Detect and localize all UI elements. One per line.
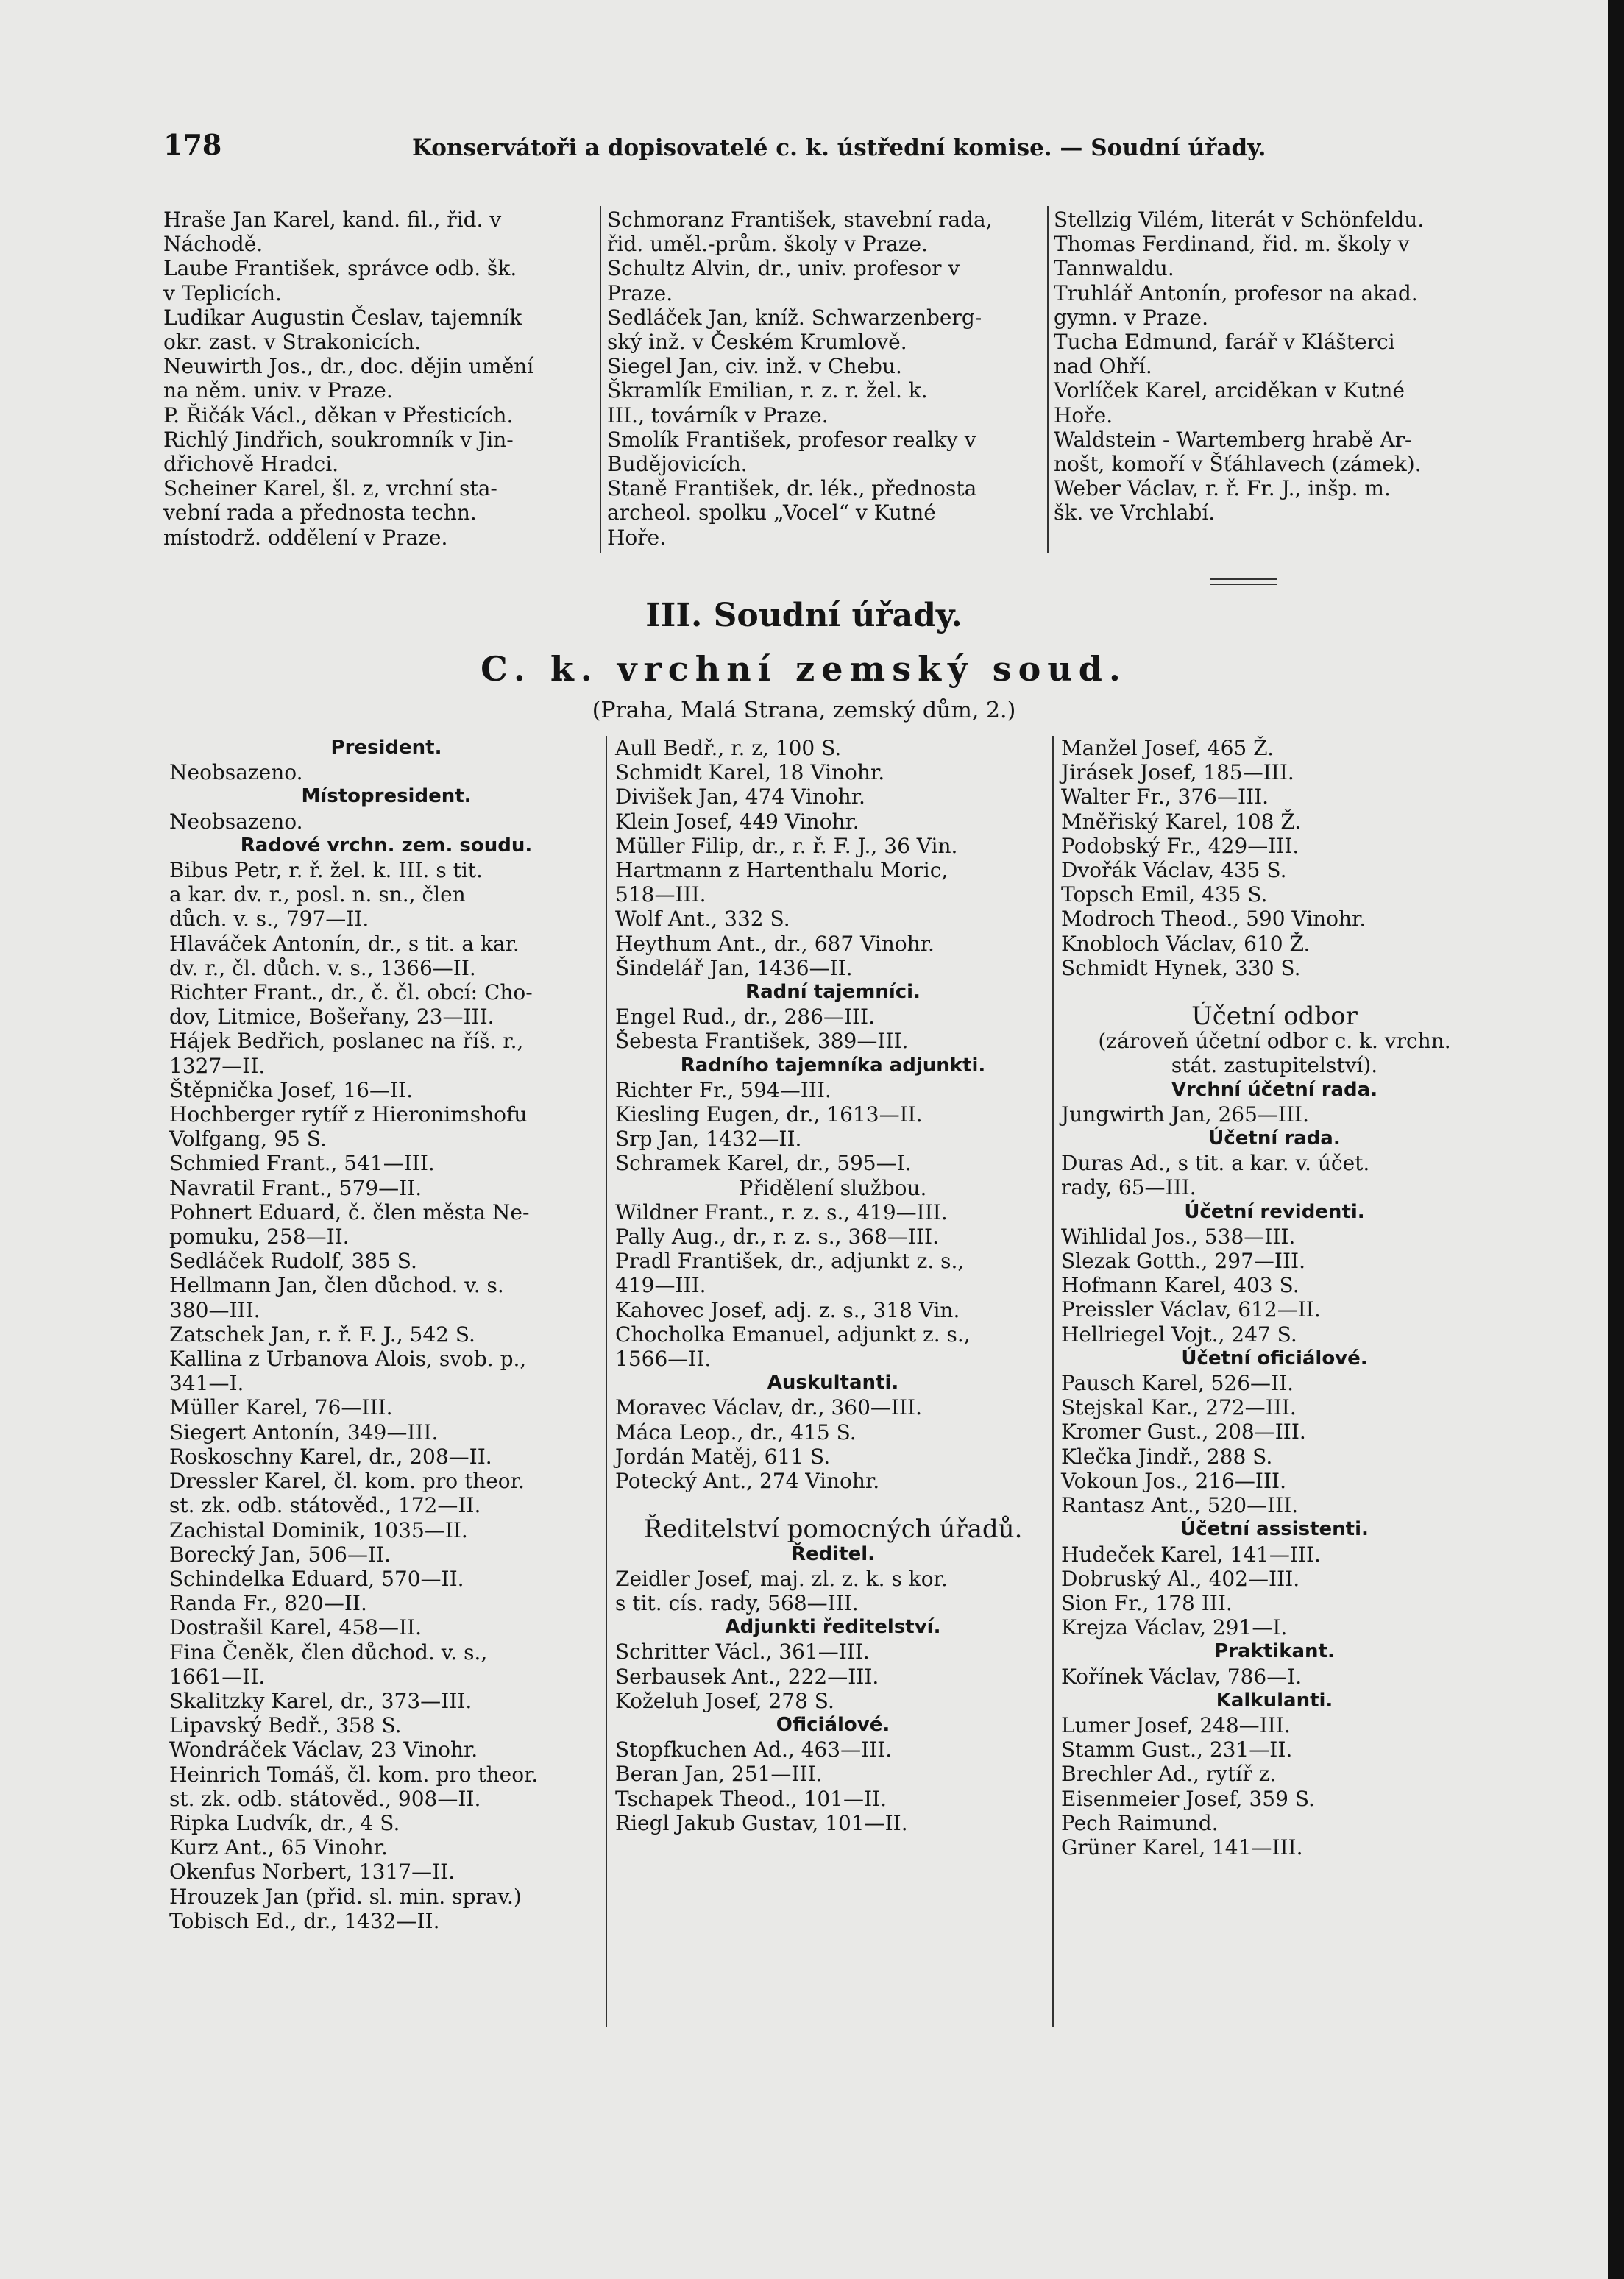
entry-line: dov, Litmice, Bošeřany, 23—III. <box>169 1004 494 1029</box>
entry-line: Tobisch Ed., dr., 1432—II. <box>169 1908 440 1933</box>
subheading: Účetní assistenti. <box>1180 1518 1369 1541</box>
entry-line: 1327—II. <box>169 1053 266 1078</box>
subheading: Radního tajemníka adjunkti. <box>680 1054 986 1077</box>
entry-line: Fina Čeněk, člen důchod. v. s., <box>169 1640 488 1665</box>
entry-line: Neuwirth Jos., dr., doc. dějin umění <box>163 354 534 379</box>
section-title: III. Soudní úřady. <box>645 597 962 634</box>
entry-line: Jirásek Josef, 185—III. <box>1061 760 1294 785</box>
entry-line: Hofmann Karel, 403 S. <box>1061 1273 1299 1298</box>
subheading: Účetní revidenti. <box>1184 1200 1365 1223</box>
entry-line: s tit. cís. rady, 568—III. <box>615 1590 859 1615</box>
entry-line: pomuku, 258—II. <box>169 1224 350 1250</box>
entry-line: Šindelář Jan, 1436—II. <box>615 955 853 980</box>
entry-line: Grüner Karel, 141—III. <box>1061 1835 1303 1860</box>
top-column-1 <box>163 208 590 550</box>
entry-line: Preissler Václav, 612—II. <box>1061 1297 1321 1322</box>
entry-line: Srp Jan, 1432—II. <box>615 1127 802 1152</box>
entry-line: Staně František, dr. lék., přednosta <box>607 476 977 501</box>
entry-line: Divišek Jan, 474 Vinohr. <box>615 784 865 809</box>
entry-line: Štěpnička Josef, 16—II. <box>169 1077 413 1102</box>
entry-line: Škramlík Emilian, r. z. r. žel. k. <box>607 378 928 403</box>
subheading: President. <box>330 737 442 759</box>
subheading: Účetní oficiálové. <box>1181 1347 1368 1369</box>
entry-line: Dressler Karel, čl. kom. pro theor. <box>169 1469 525 1494</box>
entry-line: Klein Josef, 449 Vinohr. <box>615 809 859 834</box>
entry-line: Jordán Matěj, 611 S. <box>615 1444 831 1469</box>
subheading: Místopresident. <box>301 785 472 808</box>
entry-line: Kromer Gust., 208—III. <box>1061 1419 1306 1445</box>
entry-line: Duras Ad., s tit. a kar. v. účet. <box>1061 1151 1370 1176</box>
note-line: (zároveň účetní odbor c. k. vrchn. <box>1098 1029 1451 1054</box>
entry-line: Waldstein - Wartemberg hrabě Ar- <box>1054 427 1412 452</box>
entry-line: Tschapek Theod., 101—II. <box>615 1786 887 1811</box>
entry-line: a kar. dv. r., posl. n. sn., člen <box>169 882 466 907</box>
bottom-column-3 <box>1061 736 1488 1860</box>
subheading: Účetní rada. <box>1208 1127 1341 1150</box>
entry-line: Schmied Frant., 541—III. <box>169 1151 435 1176</box>
entry-line: na něm. univ. v Praze. <box>163 378 393 403</box>
subheading: Oficiálové. <box>776 1713 890 1736</box>
entry-line: Kořínek Václav, 786—I. <box>1061 1664 1302 1689</box>
entry-line: Richter Fr., 594—III. <box>615 1077 831 1102</box>
entry-line: Hlaváček Antonín, dr., s tit. a kar. <box>169 931 520 956</box>
entry-line: Hoře. <box>607 525 667 550</box>
entry-line: dv. r., čl. důch. v. s., 1366—II. <box>169 955 476 980</box>
entry-line: Weber Václav, r. ř. Fr. J., inšp. m. <box>1054 476 1391 501</box>
entry-line: Hrouzek Jan (přid. sl. min. sprav.) <box>169 1884 522 1909</box>
entry-line: Siegel Jan, civ. inž. v Chebu. <box>607 354 902 379</box>
entry-line: Roskoschny Karel, dr., 208—II. <box>169 1444 492 1469</box>
entry-line: Sedláček Rudolf, 385 S. <box>169 1249 417 1274</box>
entry-line: okr. zast. v Strakonicích. <box>163 330 422 355</box>
entry-line: Lumer Josef, 248—III. <box>1061 1712 1291 1737</box>
subheading: Radní tajemníci. <box>745 981 921 1004</box>
entry-line: Skalitzky Karel, dr., 373—III. <box>169 1688 472 1713</box>
entry-line: Dvořák Václav, 435 S. <box>1061 858 1287 883</box>
entry-line: Knobloch Václav, 610 Ž. <box>1061 931 1311 956</box>
bottom-column-1 <box>169 736 603 1933</box>
entry-line: Mněřiský Karel, 108 Ž. <box>1061 809 1302 834</box>
entry-line: Neobsazeno. <box>169 760 303 785</box>
entry-line: šk. ve Vrchlabí. <box>1054 500 1216 525</box>
entry-line: Pausch Karel, 526—II. <box>1061 1371 1294 1396</box>
entry-line: Rantasz Ant., 520—III. <box>1061 1493 1299 1518</box>
entry-line: Hoře. <box>1054 403 1113 428</box>
entry-line: Navratil Frant., 579—II. <box>169 1175 422 1200</box>
entry-line: Jungwirth Jan, 265—III. <box>1061 1102 1309 1127</box>
entry-line: Náchodě. <box>163 232 263 257</box>
entry-line: Ludikar Augustin Česlav, tajemník <box>163 305 522 330</box>
entry-line: řid. uměl.-prům. školy v Praze. <box>607 232 928 257</box>
entry-line: Lipavský Bedř., 358 S. <box>169 1713 402 1738</box>
entry-line: Zatschek Jan, r. ř. F. J., 542 S. <box>169 1322 475 1347</box>
court-address: (Praha, Malá Strana, zemský dům, 2.) <box>592 698 1016 723</box>
entry-line: Klečka Jindř., 288 S. <box>1061 1444 1273 1469</box>
entry-line: Thomas Ferdinand, řid. m. školy v <box>1054 232 1410 257</box>
entry-line: st. zk. odb. státověd., 908—II. <box>169 1786 481 1811</box>
entry-line: Serbausek Ant., 222—III. <box>615 1664 879 1689</box>
bottom-column-2 <box>615 736 1051 1835</box>
entry-line: 380—III. <box>169 1297 260 1322</box>
entry-line: Dobruský Al., 402—III. <box>1061 1566 1300 1591</box>
entry-line: Moravec Václav, dr., 360—III. <box>615 1395 923 1420</box>
entry-line: Hellriegel Vojt., 247 S. <box>1061 1322 1297 1347</box>
column-divider <box>1052 736 1054 2027</box>
entry-line: 1661—II. <box>169 1664 266 1689</box>
entry-line: Slezak Gotth., 297—III. <box>1061 1249 1306 1274</box>
entry-line: Heythum Ant., dr., 687 Vinohr. <box>615 931 935 956</box>
subheading: Vrchní účetní rada. <box>1171 1078 1378 1101</box>
subheading: Adjunkti ředitelství. <box>725 1616 941 1639</box>
entry-line: Sion Fr., 178 III. <box>1061 1590 1233 1615</box>
entry-line: ský inž. v Českém Krumlově. <box>607 330 907 355</box>
entry-line: Aull Bedř., r. z, 100 S. <box>615 736 842 760</box>
entry-line: Stejskal Kar., 272—III. <box>1061 1395 1297 1420</box>
entry-line: Topsch Emil, 435 S. <box>1061 882 1268 907</box>
entry-line: Máca Leop., dr., 415 S. <box>615 1419 857 1445</box>
entry-line: vební rada a přednosta techn. <box>163 500 477 525</box>
entry-line: 341—I. <box>169 1371 244 1396</box>
note-line: stát. zastupitelství). <box>1171 1053 1378 1078</box>
entry-line: Hartmann z Hartenthalu Moric, <box>615 858 948 883</box>
subheading: Praktikant. <box>1214 1640 1335 1663</box>
entry-line: Richlý Jindřich, soukromník v Jin- <box>163 427 514 452</box>
entry-line: Schritter Václ., 361—III. <box>615 1640 870 1665</box>
entry-line: Kahovec Josef, adj. z. s., 318 Vin. <box>615 1297 960 1322</box>
entry-line: Wildner Frant., r. z. s., 419—III. <box>615 1199 948 1224</box>
entry-line: Eisenmeier Josef, 359 S. <box>1061 1786 1315 1811</box>
entry-line: Pradl František, dr., adjunkt z. s., <box>615 1249 965 1274</box>
entry-line: Potecký Ant., 274 Vinohr. <box>615 1469 880 1494</box>
entry-line: Walter Fr., 376—III. <box>1061 784 1269 809</box>
subheading: Přidělení službou. <box>739 1175 927 1200</box>
entry-line: Šebesta František, 389—III. <box>615 1029 909 1054</box>
entry-line: Borecký Jan, 506—II. <box>169 1542 391 1567</box>
entry-line: nad Ohří. <box>1054 354 1152 379</box>
entry-line: st. zk. odb. státověd., 172—II. <box>169 1493 481 1518</box>
entry-line: Beran Jan, 251—III. <box>615 1762 823 1787</box>
column-divider <box>606 736 607 2027</box>
entry-line: Wolf Ant., 332 S. <box>615 907 790 932</box>
entry-line: Podobský Fr., 429—III. <box>1061 833 1299 858</box>
entry-line: Bibus Petr, r. ř. žel. k. III. s tit. <box>169 858 483 883</box>
top-column-3 <box>1054 208 1488 525</box>
entry-line: Richter Frant., dr., č. čl. obcí: Cho- <box>169 980 533 1005</box>
column-divider <box>600 206 601 553</box>
entry-line: Smolík František, profesor realky v <box>607 427 976 452</box>
entry-line: Stellzig Vilém, literát v Schönfeldu. <box>1054 208 1425 232</box>
entry-line: Schmidt Hynek, 330 S. <box>1061 955 1301 980</box>
entry-line: místodrž. oddělení v Praze. <box>163 525 448 550</box>
entry-line: Praze. <box>607 280 673 305</box>
entry-line: P. Řičák Václ., děkan v Přesticích. <box>163 403 514 428</box>
entry-line: Schmidt Karel, 18 Vinohr. <box>615 760 885 785</box>
entry-line: Schindelka Eduard, 570—II. <box>169 1566 464 1591</box>
entry-line: důch. v. s., 797—II. <box>169 907 369 932</box>
entry-line: 419—III. <box>615 1273 706 1298</box>
page-number: 178 <box>163 128 222 161</box>
entry-line: Riegl Jakub Gustav, 101—II. <box>615 1810 908 1835</box>
entry-line: Müller Karel, 76—III. <box>169 1395 393 1420</box>
entry-line: Sedláček Jan, kníž. Schwarzenberg- <box>607 305 982 330</box>
entry-line: Zachistal Dominik, 1035—II. <box>169 1517 468 1542</box>
entry-line: Manžel Josef, 465 Ž. <box>1061 736 1274 760</box>
entry-line: III., továrník v Praze. <box>607 403 829 428</box>
entry-line: Chocholka Emanuel, adjunkt z. s., <box>615 1322 971 1347</box>
top-column-2 <box>607 208 1049 550</box>
entry-line: Neobsazeno. <box>169 809 303 834</box>
subheading: Ředitel. <box>790 1542 876 1565</box>
entry-line: Kallina z Urbanova Alois, svob. p., <box>169 1347 527 1372</box>
entry-line: Krejza Václav, 291—I. <box>1061 1615 1288 1640</box>
subheading: Radové vrchn. zem. soudu. <box>240 834 533 857</box>
entry-line: Hellmann Jan, člen důchod. v. s. <box>169 1273 504 1298</box>
entry-line: Pally Aug., dr., r. z. s., 368—III. <box>615 1224 939 1250</box>
entry-line: Volfgang, 95 S. <box>169 1127 327 1152</box>
entry-line: Kiesling Eugen, dr., 1613—II. <box>615 1102 923 1127</box>
entry-line: Engel Rud., dr., 286—III. <box>615 1004 876 1029</box>
subheading: Kalkulanti. <box>1216 1689 1333 1712</box>
entry-line: Randa Fr., 820—II. <box>169 1591 367 1616</box>
entry-line: Scheiner Karel, šl. z, vrchní sta- <box>163 476 497 501</box>
running-title: Konservátoři a dopisovatelé c. k. ústřední komise. — Soudní úřady. <box>412 135 1266 161</box>
entry-line: archeol. spolku „Vocel“ v Kutné <box>607 500 936 525</box>
entry-line: Tucha Edmund, farář v Klášterci <box>1054 330 1395 355</box>
entry-line: dřichově Hradci. <box>163 452 339 477</box>
entry-line: Truhlář Antonín, profesor na akad. <box>1054 280 1418 305</box>
entry-line: Okenfus Norbert, 1317—II. <box>169 1860 455 1885</box>
entry-line: Wondráček Václav, 23 Vinohr. <box>169 1737 478 1762</box>
entry-line: Pech Raimund. <box>1061 1810 1219 1835</box>
entry-line: Budějovicích. <box>607 452 748 477</box>
entry-line: 1566—II. <box>615 1347 712 1372</box>
entry-line: nošt, komoří v Šťáhlavech (zámek). <box>1054 452 1422 477</box>
entry-line: Dostrašil Karel, 458—II. <box>169 1615 422 1640</box>
entry-line: Pohnert Eduard, č. člen města Ne- <box>169 1199 530 1224</box>
entry-line: Wihlidal Jos., 538—III. <box>1061 1224 1296 1249</box>
entry-line: Ripka Ludvík, dr., 4 S. <box>169 1810 400 1835</box>
entry-line: Hájek Bedřich, poslanec na říš. r., <box>169 1029 524 1054</box>
entry-line: Koželuh Josef, 278 S. <box>615 1688 834 1713</box>
section-heading: Ředitelství pomocných úřadů. <box>643 1514 1023 1545</box>
entry-line: Müller Filip, dr., r. ř. F. J., 36 Vin. <box>615 833 958 858</box>
entry-line: Hochberger rytíř z Hieronimshofu <box>169 1102 528 1127</box>
entry-line: Vokoun Jos., 216—III. <box>1061 1468 1286 1493</box>
subheading: Auskultanti. <box>767 1372 899 1394</box>
entry-line: v Teplicích. <box>163 280 282 305</box>
entry-line: Heinrich Tomáš, čl. kom. pro theor. <box>169 1762 539 1787</box>
entry-line: Stamm Gust., 231—II. <box>1061 1737 1293 1762</box>
entry-line: Brechler Ad., rytíř z. <box>1061 1762 1277 1787</box>
entry-line: Kurz Ant., 65 Vinohr. <box>169 1835 388 1860</box>
entry-line: Stopfkuchen Ad., 463—III. <box>615 1737 893 1762</box>
entry-line: Zeidler Josef, maj. zl. z. k. s kor. <box>615 1566 948 1591</box>
short-rule <box>1210 578 1277 580</box>
entry-line: Siegert Antonín, 349—III. <box>169 1419 439 1445</box>
court-title: C. k. vrchní zemský soud. <box>481 649 1127 689</box>
entry-line: gymn. v Praze. <box>1054 305 1208 330</box>
entry-line: Tannwaldu. <box>1054 256 1174 281</box>
entry-line: rady, 65—III. <box>1061 1175 1196 1200</box>
short-rule <box>1210 584 1277 585</box>
column-divider <box>1047 206 1049 553</box>
section-heading: Účetní odbor <box>1191 1002 1358 1032</box>
entry-line: Schultz Alvin, dr., univ. profesor v <box>607 256 960 281</box>
entry-line: Schramek Karel, dr., 595—I. <box>615 1151 912 1176</box>
entry-line: Laube František, správce odb. šk. <box>163 256 517 281</box>
entry-line: Modroch Theod., 590 Vinohr. <box>1061 907 1366 932</box>
entry-line: Schmoranz František, stavební rada, <box>607 208 993 232</box>
entry-line: 518—III. <box>615 882 706 907</box>
entry-line: Hudeček Karel, 141—III. <box>1061 1542 1321 1567</box>
entry-line: Vorlíček Karel, arciděkan v Kutné <box>1054 378 1405 403</box>
scan-edge <box>1608 0 1624 2279</box>
entry-line: Hraše Jan Karel, kand. fil., řid. v <box>163 208 502 232</box>
